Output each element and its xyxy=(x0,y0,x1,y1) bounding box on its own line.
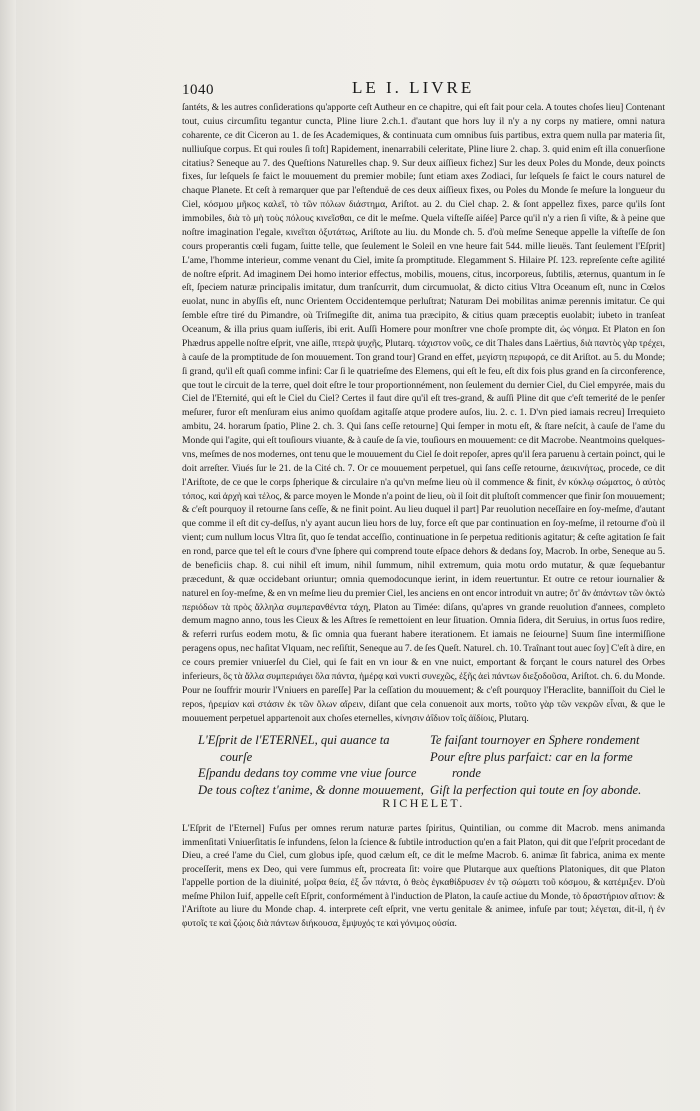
page-number: 1040 xyxy=(182,82,214,98)
poem-line: courſe xyxy=(220,749,253,764)
section-heading: RICHELET. xyxy=(382,796,465,810)
commentary-block xyxy=(182,101,665,724)
poem-line: ronde xyxy=(452,766,481,780)
commentary-paragraph: ſantéts, & les autres conſiderations qu'apporte ceſt Autheur en ce chapitre, qui eſt fait pour cela. A toutes choſes lieu] Contenant tout, cuius circumſitu tegantur cuncta, Pline liure 2.ch.1. d'autant que hors luy il n'y a ny corps ny matiere, omni natura coharente, ce dit Ciceron au 1. de ſes Academiques, & continuata cum omnibus ſuis partibus, extra quem nulla par materia ſit, nulliuſque corpus. Et qui roules ſi toſt] Rapidement, inenarrabili celeritate, Pline liure 2. chap. 3. quid enim eſt illa conuerſione citatius? Seneque au 7. des Queſtions Naturelles chap. 9. Sur deux aiſſieux fichez] Sur les deux Poles du Monde, deux poincts fixes, ſur leſquels ſe faict le mouuement du premier mobile; ſunt etiam axes Zodiaci, ſur leſquels ſe faict le cours naturel de chaque Planete. Et ceſt à remarquer que par l'eſtenduë de ces deux aiſſieux fixes, ou Poles du Monde ſe meſure la longueur du Ciel, κόσμου μῆκος καλεῖ, τὸ τῶν πόλων διάστημα, Ariſtot. au 2. du Ciel chap. 2. & ſont appellez fixes, parce qu'ils ſont immobiles, διὰ τὸ μὴ τοὺς πόλους κινεῖσθαι, ce dit le meſme. Quela viſteſſe aiſée] Parce qu'il n'y a rien ſi viſte, & à peine que noſtre imagination l'egale, κινεῖται ὀξυτάτως, Ariſtote au liu. du Monde ch. 5. d'où meſme Seneque appelle la viſteſſe de ſon cours properantis cœli fugam, ſuitte telle, que ſeulement le Soleil en vne heure fait 544. mille lieuës. Tant ſeulement l'Eſprit] L'ame, l'homme interieur, comme venant du Ciel, imite ſa promptitude. Elegamment S. Hilaire Pſ. 123. repreſente ceſte agilité de noſtre eſprit. Ad imaginem Dei homo interior effectus, mobilis, mouens, citus, incorporeus, ſubtilis, æternus, quantum in ſe eſt, ſpeciem naturæ principalis imitatur, dum tranſcurrit, dum circumuolat, & dicto citius Vltra Oceanum eſt, nunc in Cœlos euolat, nunc in abyſſis eſt, nunc Orientem Occidentemque perluſtrat; Naturam Dei mobilitas animæ perennis imitatur. Ce qui ſemble eſtre tiré du Pimandre, où Triſmegiſte dit, anima tua præcipito, & citius quam præceptis euolabit; iubeto in tranſeat Oceanum, & illa prius quam iuſſeris, ibi erit. Auſſi Homere pour monſtrer vne choſe prompte dit, ὡς νόημα. Et Platon en ſon Phædrus appelle noſtre eſprit, vne aiſle, πτερὰ ψυχῆς, Plutarq. τάχιστον νοῦς, ce dit Thales dans Laërtius, διὰ παντὸς γὰρ τρέχει, à cauſe de la promptitude de ſon mouuement. Ton grand tour] Grand en effet, μεγίστη περιφορά, ce dit Ariſtot. au 5. du Monde; ſi grand, qu'il eſt quaſi comme infini: Car ſi le quatrieſme des Elemens, qui eſt le feu, eſt dix fois plus grand en ſa circonference, que tout le circuit de la terre, quel doit eſtre le tour proportionnément, non ſeulement du dernier Ciel, du Ciel empyrée, mais du Ciel de l'Eternité, qui eſt le Ciel du Ciel? Certes il faut dire qu'il eſt tres-grand, & auſſi Pline dit que c'eſt temerité de le penſer meſurer, furor eſt menſuram eius animo quoſdam agitaſſe atque prodere auſos, liu. 2. c. 1. D'vn pied iamais recreu] Irrequieto ambitu, 24. horarum ſpatio, Pline 2. ch. 3. Qui ſans ceſſe retourne] Qui ſemper in motu eſt, & ſtare neſcit, à cauſe de l'ame du Monde qui l'agite, qui eſt touſiours viuante, & à cauſe de ſa vie, touſiours en mouuement: ce dit Macrobe. Neantmoins quelques-vns, meſmes de nos modernes, ont tenu que le mouuement du Ciel ſe doit repoſer, apres qu'il ſera paruenu à certain poinct, qui le doit arreſter. Viués ſur le 21. de la Cité ch. 7. Or ce mouuement perpetuel, qui ſans ceſſe retourne, ἀεικινήτως, procede, ce dit l'Ariſtote, de ce que le corps ſpherique & circulaire n'a qu'vn meſme lieu où il commence & finit, ἐν κύκλῳ σώματος, ὁ αὐτὸς τόπος, καὶ ἀρχὴ καὶ τέλος, & parce moyen le Monde n'a point de lieu, où il ſoit dit pluſtoſt commencer que finir ſon mouuement; & c'eſt pourquoy il retourne ſans ceſſe, & ne finit point. Au lieu duquel il part] Par reuolution neceſſaire en ſoy-meſme, d'autant que comme il eſt dit cy-deſſus, n'y ayant aucun lieu hors de luy, force eſt que par continuation en ſoy-meſme, il retourne d'où il vient; cum nullum locus Vltra ſit, quo ſe tendat acceſſio, continuatione in ſe perpetua reditionis agitatur; & ceſte agitation ſe fait en rond, parce que tel eſt le cours d'vne ſphere qui comprend toute eſpace dehors & dedans ſoy, Macrob. In orbe, Seneque au 5. de beneficiis chap. 8. cui nihil eſt imum, nihil ſummum, nihil extremum, quia motu ordo mutatur, & quæ ſequebantur præcedunt, & quæ occidebant oriuntur; omnia quemodocunque ierint, in idem reuertuntur. Et outre ce retour iournalier & naturel en ſoy-meſme, & en vn meſme lieu du premier Ciel, les anciens en ont encor introduit vn autre; ὅτ' ἂν ἁπάντων τῶν ὀκτὼ περιόδων τὰ πρὸς ἄλληλα συμπερανθέντα τάχη, Platon au Timée: diſans, qu'apres vn grande reuolution d'annees, completo demum magno anno, tous les Cieux & les Aſtres ſe remettoient en leur ſituation. Omnia ſidera, dit Seruius, in ortus ſuos redire, & referri rurſus eodem motu, & ſic omnia qua fuerant habere iterationem. Et iamais ne ſeiourne] Suum ſine intermiſſione peragens opus, nec haſitat Vlquam, nec reſiſtit, Seneque au 7. de ſes Queſt. Naturel. ch. 10. Traînant tout auec ſoy] C'eſt à dire, en ce cours premier vniuerſel du Ciel, qui ſe fait en vn iour & en vne nuict, emportant & forçant le cours naturel des Orbes inferieurs, ὃς τὰ ἄλλα συμπεριάγει ὅλα πάντα, ἡμέρᾳ καὶ νυκτὶ συνεχῶς, ἐξῆς ἀεὶ πάντων διεξοδοῦσα, Ariſtot. ch. 6. du Monde. Pour ne ſouffrir mourir l'Vniuers en pareſſe] Par la ceſſation du mouuement; & c'eſt pourquoy l'Heraclite, banniſſoit du Ciel le repos, ἠρεμίαν καὶ στάσιν ἐκ τῶν ὅλων αἴρειν, diſant que cela conuenoit aux morts, τοῦτο γὰρ τῶν νεκρῶν εἶναι, & que le mouuement perpetuel appartenoit aux choſes eternelles, κίνησιν ἀΐδιον τοῖς ἀϊδίοις, Plutarq. xyxy=(182,102,665,724)
poem-line: Eſpandu dedans toy comme vne viue ſource xyxy=(198,766,417,780)
poem-line: L'Eſprit de l'ETERNEL, qui auance ta xyxy=(198,733,390,747)
page-header xyxy=(182,78,662,100)
notes-paragraph: L'Eſprit de l'Eternel] Fuſus per omnes rerum naturæ partes ſpiritus, Quintilian, ou comme dit Macrob. mens animanda immenſitati Vniuerſitatis ſe infundens, ſelon la ſcience & ſubtile introduction qu'en a fait Platon, qui dit que l'eſprit procedant de Dieu, a creé l'ame du Ciel, cum globus ipſe, quod cælum eſt, ce dit le meſme Macrob. 6. animæ ſit fabrica, anima ex mente proceſſerit, mens ex Deo, qui vere ſummus eſt, procreata ſit: voire que Plutarque aux queſtions Platoniques, dit que Platon l'appelle portion de la diuinité, μοῖρα θεία, ἐξ ὧν πάντα, ὁ θεὸς ἐγκαθίδρυσεν ἐν τῷ σώματι τοῦ κόσμου, & κατέμιξεν. D'où meſme Philon Iuif, appelle ceſt Eſprit, conformément à l'induction de Platon, la cauſe actiue du Monde, τὸ δραστήριον αἴτιον: & l'Ariſtote au liure du Monde chap. 4. interprete ceſt eſprit, vne vertu genitale & animee, infuſe par tout; λέγεται, dit-il, ἡ ἐν φυτοῖς τε καὶ ζῴοις διὰ πάντων διήκουσα, ἔμψυχός τε καὶ γόνιμος οὐσία. xyxy=(182,823,665,929)
poem-line: Giſt la perfection qui toute en ſoy abonde. xyxy=(430,782,642,797)
poem-stanza xyxy=(198,732,658,798)
notes-block xyxy=(182,822,665,970)
running-title: LE I. LIVRE xyxy=(352,78,475,97)
poem-line: Pour eſtre plus parfaict: car en la forme xyxy=(430,749,633,764)
page-gutter-shadow xyxy=(0,0,16,1111)
poem-line: Te faiſant tournoyer en Sphere rondement xyxy=(430,733,640,747)
poem-column-right xyxy=(430,732,655,798)
poem-column-left xyxy=(198,732,423,798)
poem-line: De tous coſtez t'anime, & donne mouuement, xyxy=(198,782,424,797)
